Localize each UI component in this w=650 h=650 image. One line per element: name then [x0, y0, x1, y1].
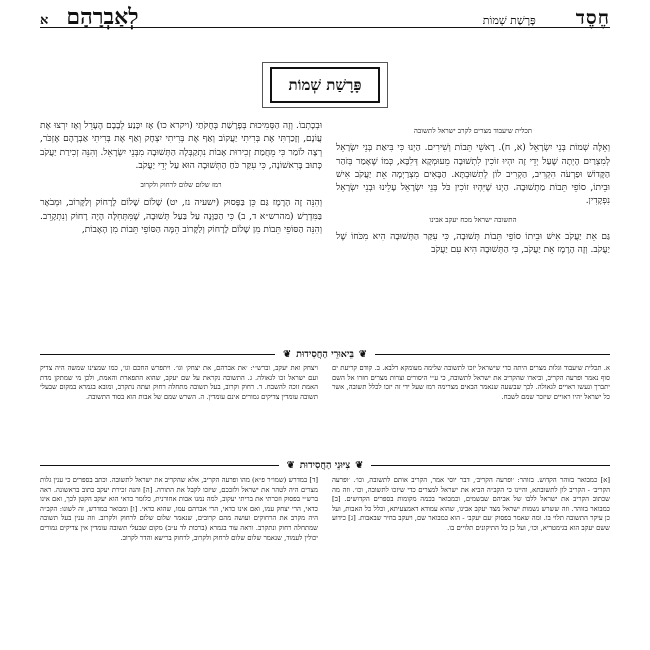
book-word: חֶסֶד: [575, 7, 610, 29]
commentary-notes: [40, 364, 610, 452]
parsha-name: פָּרָשַׁת שְׁמוֹת: [482, 14, 536, 27]
notes-right-text: א. תכלית שיעבוד וגלות מצרים היתה כדי שישראל יזכו לתשובה שלימה מעומקא דלבא. ב. קודם קריעת ים סוף נאמר ופרעה הקריב, וביארו שהקריב את ישראל לתשובה, כי ע״י היסורים וצרות מצרים חזרו אל השם יתברך ונעשו ראויים לגאולה. לכך שבשעה שנאמר הבאים מצרימה רמז שעל ידי זה יזכו לכלל תשובה, אשר כל ישראל יהיו ראויים שיזכר שמם לשבח.: [332, 364, 610, 401]
floral-ornament-icon: ❦: [286, 459, 295, 471]
divider-label-wrap: [275, 349, 375, 360]
right-column-body: וְאֵלֶּה שְׁמוֹת בְּנֵי יִשְׂרָאֵל (א, ח). רָאשֵׁי תֵּבוֹת וְשִׁירִים. הַיְנוּ כִּי בִּיאַת בְּנֵי יִשְׂרָאֵל לְמִצְרַיִם הָיְתָה שֶׁעַל יְדֵי זֶה יִהְיוּ זוֹכִין לִתְשׁוּבָה מֵעוּמְקָא דְּלִבָּא, כְּמוֹ שֶׁאָמַר בְּזֹהַר הַקָּדוֹשׁ וּפַרְעֹה הִקְרִיב, הַקְרִיב לוֹן לְתִשׁוּבְתָּא. הַבָּאִים מִצְרַיְמָה אֵת יַעֲקֹב אִישׁ וּבֵיתוֹ, סוֹפֵי תֵּבוֹת מַתְשׁוּבָה. הַיְנוּ שֶׁיִּהְיוּ זוֹכִין כֹּל בְּנֵי יִשְׂרָאֵל עָלֵינוּ וּבְנֵי יִשְׂרָאֵל נִפְקָדִין.: [336, 143, 610, 207]
header-rule: [40, 27, 610, 28]
divider-line: [40, 465, 279, 466]
left-column-body: וּבְכָתְבוֹ. וְזֶה הַסְּמִיכוּת בְּפָרָשַׁת בְּחֻקֹּתַי (ויקרא כו) אָז יִכָּנַע לְבָבָם הֶעָרֵל וְאָז יִרְצוּ אֶת עֲוֹנָם, וְזָכַרְתִּי אֶת בְּרִיתִי יַעֲקוֹב וְאַף אֶת בְּרִיתִי יִצְחָק וְאַף אֶת בְּרִיתִי אַבְרָהָם אֶזְכֹּר, רְצָה לוֹמַר כִּי מֵחֲמַת זְכִירוּת אָבוֹת נִתְקַבְּלָה הַתְּשׁוּבָה מִבְּנֵי יִשְׂרָאֵל. וְהִנֵּה זְכִירַת יַעֲקֹב כָּתוּב בָּרִאשׁוֹנָה, כִּי עִקַּר כֹּחַ הַתְּשׁוּבָה הוּא עַל יְדֵי יַעֲקֹב.: [40, 121, 322, 171]
divider-label: בֵּיאוּרֵי הַחֲסִידוּת: [296, 348, 354, 360]
commentary-divider-1: [40, 347, 610, 361]
section-title-frame: [262, 62, 388, 108]
floral-ornament-icon: ❦: [355, 459, 364, 471]
left-column-subheading: רמז שלום שלום לרחוק ולקרוב: [140, 181, 222, 190]
right-column-subheading: תכלית שיעבוד מצרים לקרב ישראל לתשובה: [413, 127, 533, 135]
notes-right-column: [332, 364, 610, 452]
divider-label: צִיּוּנֵי הַחֲסִידוּת: [299, 459, 351, 471]
page-number: א: [40, 13, 49, 28]
sources-notes: [40, 476, 610, 644]
section-title: פָּרָשַׁת שְׁמוֹת: [270, 67, 380, 103]
sources-left-text: [ד] במדרש (שמו״ר פ״א) מהו ופרעה הקריב, אלא שהקריב את ישראל לתשובה. וכתב בספרים כי ענין גלות מצרים היה לטהר את ישראל ולזככם, שיזכו לקבל את התורה. [ה] והנה זכירת יעקב כתוב בראשונה. ראה ברש״י בפסוק וזכרתי את בריתי יעקוב, למה נמנו אבות אחורנית, כלומר כדאי הוא יעקב הקטן לכך, ואם אינו כדאי, הרי יצחק עמו, ואם אינו כדאי, הרי אברהם עמו, שהוא כדאי. [ו] ומבואר במדרש, זה לשונו: הקב״ה היה מקרב את הרחוקים ועושה מהם קרובים, שנאמר שלום שלום לרחוק ולקרוב. וזה ענין בעל תשובה שמתחלה רחוק ונתקרב. וראה עוד בגמרא (ברכות לד ע״ב) מקום שבעלי תשובה עומדין אין צדיקים גמורים יכולין לעמוד, שנאמר שלום שלום לרחוק ולקרוב, לרחוק ברישא והדר לקרוב.: [40, 476, 318, 542]
notes-left-column: [40, 364, 318, 452]
sources-right-column: [332, 476, 610, 644]
left-column-body-2: וְהִנֵּה זֶה הָרֶמֶז גַּם כֵּן בַּפָּסוּק (ישעיה נז, יט) שָׁלוֹם שָׁלוֹם לָרָחוֹק וְלַקָּרוֹב, וּמְבֹאָר בַּמִּדְרָשׁ (מהרש״א ד, ב) כִּי הַכַּוָּנָה עַל בַּעַל תְּשׁוּבָה, שֶׁמִּתְּחִלָּה הָיָה רָחוֹק וְנִתְקָרֵב. וְהִנֵּה הַסּוֹפֵי תֵּבוֹת מִן שָׁלוֹם לָרָחוֹק וְלַקָּרוֹב הֵמָּה הַסּוֹפֵי תֵּבוֹת מִן הָאָבוֹת,: [40, 198, 322, 236]
divider-label-wrap: [279, 460, 372, 471]
floral-ornament-icon: ❦: [283, 348, 292, 360]
sources-left-column: [40, 476, 318, 644]
main-text-left-column: [40, 120, 322, 237]
divider-line: [40, 354, 275, 355]
main-text-right-column: [336, 120, 610, 258]
divider-line: [375, 354, 610, 355]
sources-right-text: [א] כמבואר בזוהר הקדוש. בזוהר: ׳ופרעה הקריב׳, דבר יוסי אמר, הקריב אותם לתשובה, וכו׳. ׳ופרעה הקריב׳ - הקריב לון לתשובתא, והיינו כי הקב״ה הביא את ישראל למצרים כדי שיזכו לתשובה, וכו׳. וזה מה שכתוב הקריב את ישראל ללבו של אביהם שבשמים, וכמבואר בכמה מקומות בספרים הקדושים. [ב] כמבואר בזוהר. וזה ששרש נשמות ישראל מצד יעקב אבינו, שהוא עמודא דאמצעיתא, וכלל כל האבות, ועל כן עיקר התשובה תלוי בו. ומה שאמר בפסוק ׳עם יעקב׳ - הוא כמבואר שם, ויעקב בחיר שבאבות. [ג] כידוע ששם יעקב הוא בגימטריא, וכו׳, ועל כן כל התיקונים תלויים בו.: [332, 476, 610, 532]
floral-ornament-icon: ❦: [358, 348, 367, 360]
running-head: [40, 4, 610, 30]
right-column-body-2: גַּם אֵת יַעֲקֹב אִישׁ וּבֵיתוֹ סוֹפֵי תֵּבוֹת תְּשׁוּבָה, כִּי עִקַּר הַתְּשׁוּבָה הִיא מִכֹּחוֹ שֶׁל יַעֲקֹב. וְזֶה הָרֶמֶז אֵת יַעֲקֹב, כִּי הַתְּשׁוּבָה הִיא עִם יַעֲקֹב: [336, 232, 610, 256]
book-title: לְאַבְרָהָם: [66, 4, 139, 30]
sources-divider: [40, 458, 610, 472]
divider-line: [371, 465, 610, 466]
right-column-subheading-2: התשובה ישראל מכח יעקב אבינו: [429, 215, 517, 224]
notes-left-text: ויצחק ואת יעקב, וברש״י: ׳את אברהם, את יצחק׳ וגו׳. ויתפרש החכם וגו׳, כמו שמצינו שמשה היה צדיק ועם ישראל זכו לגאולה. ג. התשובה נקראת על שם יעקב, שהוא התפארת והאמת, ולכן מי שמתקן מדת האמת זוכה להשבח. ד. רחוק וקרוב, בעל תשובה מתחלה רחוק ועתה נתקרב, ומובא בגמרא במקום שבעלי תשובה עומדין צדיקים גמורים אינם עומדין. ה. השרש שמם של אבות הוא בסוד התשובה.: [40, 364, 318, 401]
